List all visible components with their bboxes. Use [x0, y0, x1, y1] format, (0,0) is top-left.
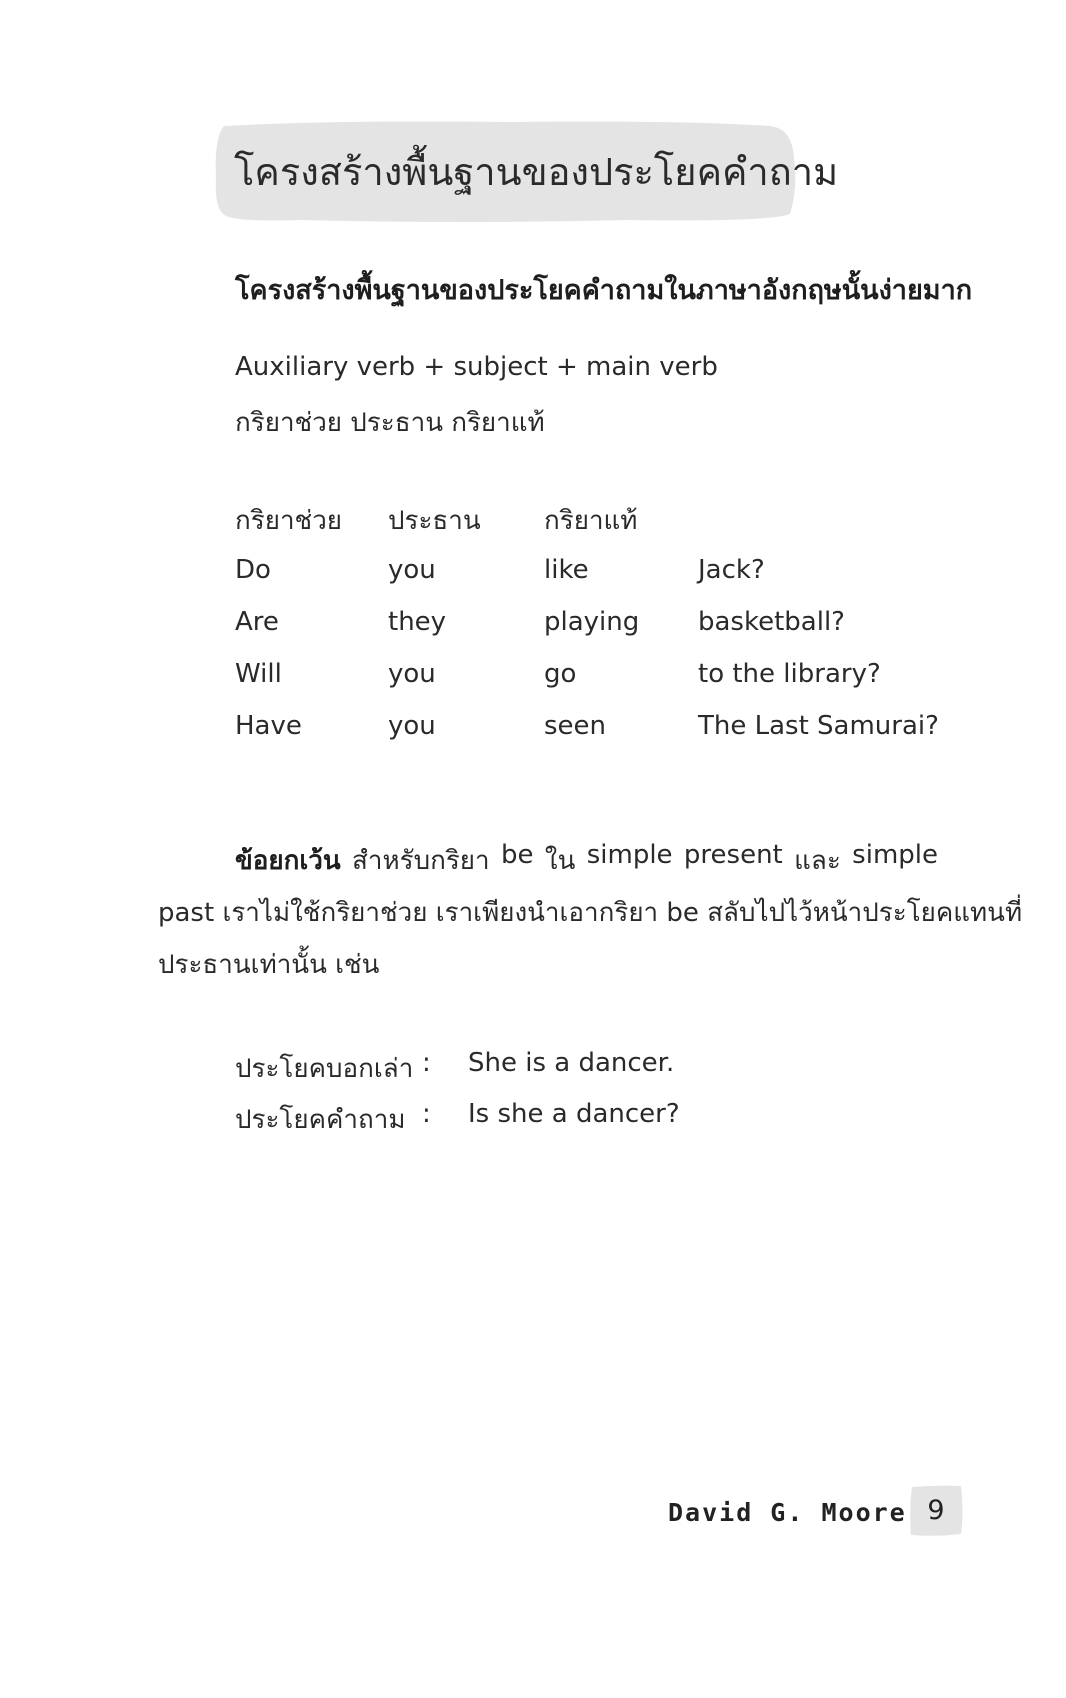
table-cell: to the library?: [698, 659, 881, 689]
table-cell: you: [388, 711, 436, 741]
intro-sentence: โครงสร้างพื้นฐานของประโยคคำถามในภาษาอังกฤษนั้นง่ายมาก: [235, 275, 973, 306]
table-header-verb: กริยาแท้: [544, 506, 638, 536]
page-title: โครงสร้างพื้นฐานของประโยคคำถาม: [234, 150, 839, 194]
exception-line-3: ประธานเท่านั้น เช่น: [158, 950, 380, 980]
exception-label: ข้อยกเว้น: [235, 846, 341, 876]
page-number: 9: [927, 1495, 945, 1526]
exception-word: present: [683, 840, 783, 870]
table-cell: you: [388, 555, 436, 585]
page-number-box: [908, 1484, 964, 1538]
exception-word: สำหรับกริยา: [352, 846, 490, 876]
table-cell: like: [544, 555, 589, 585]
table-cell: Have: [235, 711, 302, 741]
formula-thai: กริยาช่วย ประธาน กริยาแท้: [235, 408, 545, 438]
exception-word: และ: [794, 846, 841, 876]
example-sentence: Is she a dancer?: [468, 1099, 680, 1129]
table-cell: basketball?: [698, 607, 845, 637]
table-header-aux: กริยาช่วย: [235, 506, 343, 536]
formula-english: Auxiliary verb + subject + main verb: [235, 352, 718, 382]
table-cell: seen: [544, 711, 607, 741]
exception-line-1: [235, 840, 938, 881]
title-banner: [210, 118, 839, 226]
table-cell: playing: [544, 607, 640, 637]
table-cell: they: [388, 607, 447, 637]
exception-word: simple: [852, 840, 938, 870]
table-cell: go: [544, 659, 577, 689]
exception-word: ใน: [544, 846, 576, 876]
table-cell: Do: [235, 555, 271, 585]
table-header-subject: ประธาน: [388, 506, 481, 536]
table-cell: you: [388, 659, 436, 689]
exception-word: simple: [586, 840, 673, 870]
example-label: ประโยคบอกเล่า: [235, 1054, 414, 1084]
example-separator: :: [422, 1048, 431, 1078]
footer-author: David G. Moore: [668, 1498, 907, 1527]
exception-line-2: past เราไม่ใช้กริยาช่วย เราเพียงนำเอากริยา be สลับไปไว้หน้าประโยคแทนที่: [158, 898, 1023, 928]
example-separator: :: [422, 1099, 431, 1129]
exception-word: be: [501, 840, 534, 870]
table-cell: Are: [235, 607, 279, 637]
table-cell: Will: [235, 659, 282, 689]
example-label: ประโยคคำถาม: [235, 1105, 406, 1135]
table-cell: The Last Samurai?: [698, 711, 939, 741]
table-cell: Jack?: [698, 555, 765, 585]
example-sentence: She is a dancer.: [468, 1048, 675, 1078]
